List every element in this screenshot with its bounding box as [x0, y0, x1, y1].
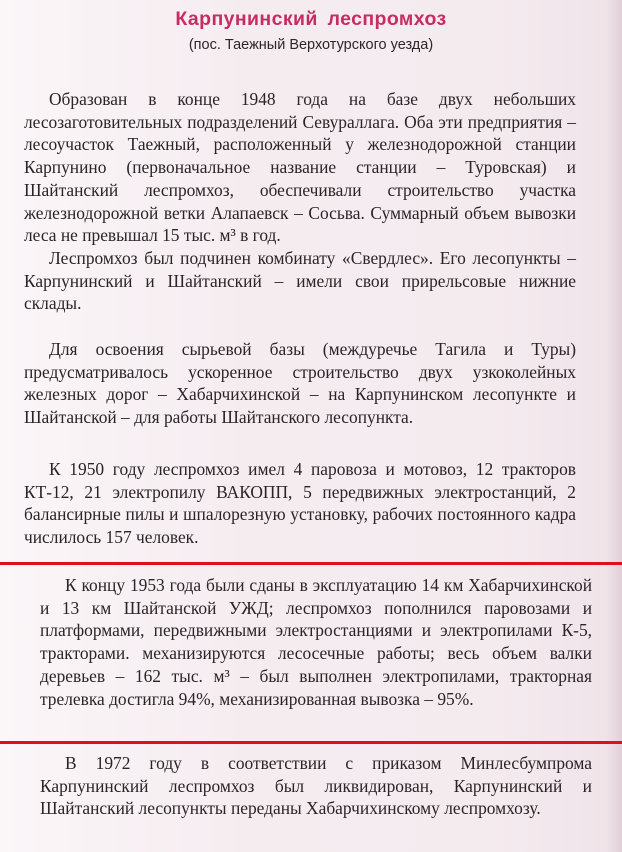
red-divider-top [0, 562, 622, 565]
page-edge-shadow [606, 0, 622, 852]
paragraph-liquidation: В 1972 году в соответствии с приказом Минлесбумпрома Карпунинский леспромхоз был ликвидирован, Карпунинский и Шайтанский лесопункты переданы Хабарчихинскому леспромхозу. [40, 753, 592, 819]
page-title: Карпунинский леспромхоз [175, 8, 447, 30]
paragraph-subordination: Леспромхоз был подчинен комбинату «Свердлес». Его лесопункты – Карпунинский и Шайтанский – имели свои прирельсовые нижние склады. [24, 248, 576, 314]
red-divider-bottom [0, 741, 622, 744]
paragraph-1953-progress: К концу 1953 года были сданы в эксплуатацию 14 км Хабарчихинской и 13 км Шайтанской УЖД; леспромхоз пополнился паровозами и платформами, передвижными электростанциями и электропилами К-5, тракторами. механизируются лесосечные работы; весь объем валки деревьев – 162 тыс. м³ – был выполнен электропилами, тракторная трелевка достигла 94%, механизированная вывозка – 95%. [40, 575, 592, 709]
paragraph-equipment-1950: К 1950 году леспромхоз имел 4 паровоза и мотовоз, 12 тракторов КТ-12, 21 электропилу ВАКОПП, 5 передвижных электростанций, 2 балансирные пилы и шпалорезную установку, рабочих постоянного кадра числилось 157 человек. [24, 459, 576, 548]
paragraph-founding: Образован в конце 1948 года на базе двух небольших лесозаготовительных подразделений Севураллага. Оба эти предприятия – лесоучасток Таежный, расположенный у железнодорожной станции Карпунино (первоначальное название станции – Туровская) и Шайтанский леспромхоз, обеспечивали строительство участка железнодорожной ветки Алапаевск – Сосьва. Суммарный объем вывозки леса не превышал 15 тыс. м³ в год. [24, 89, 576, 246]
paragraph-railways: Для освоения сырьевой базы (междуречье Тагила и Туры) предусматривалось ускоренное строительство двух узкоколейных железных дорог – Хабарчихинской – на Карпунинском лесопункте и Шайтанской – для работы Шайтанского лесопункта. [24, 339, 576, 428]
page-subtitle: (пос. Таежный Верхотурского уезда) [188, 37, 434, 53]
